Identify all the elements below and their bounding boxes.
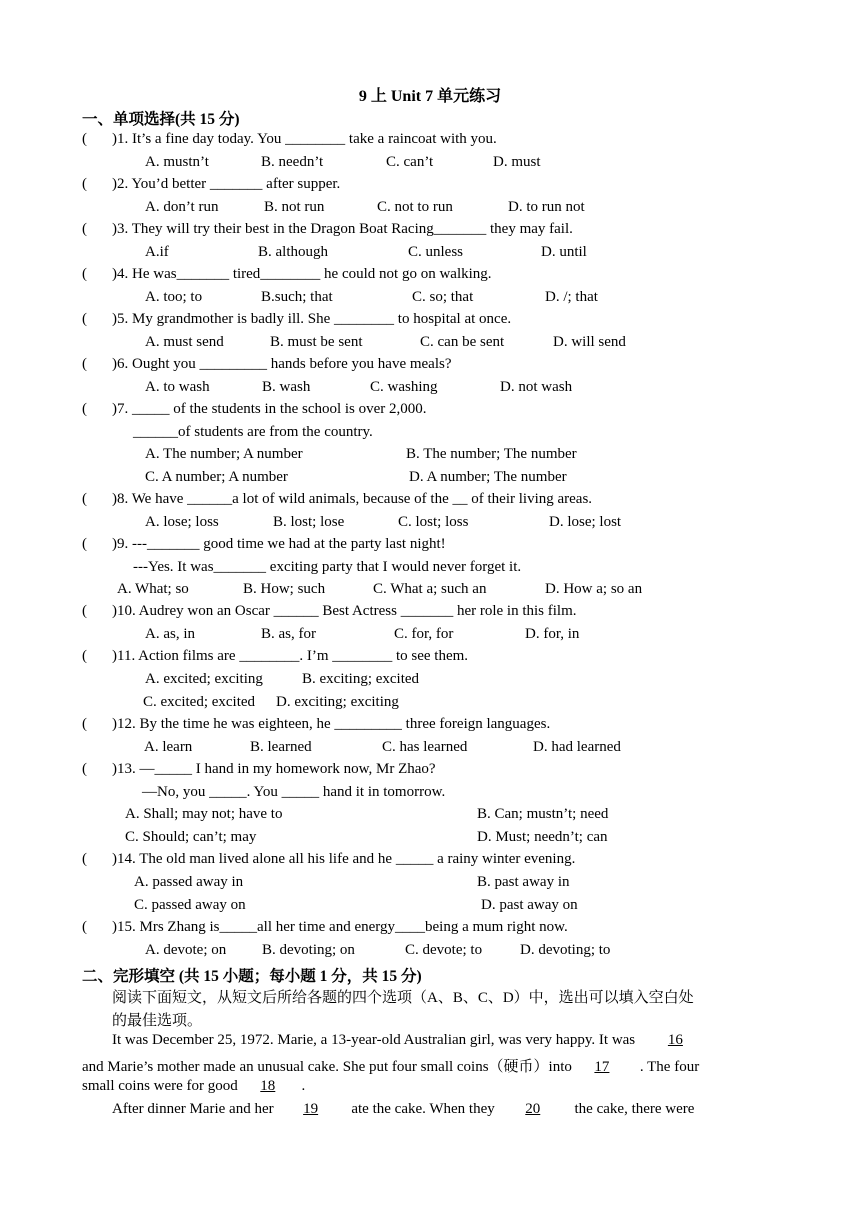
- option-d: D. lose; lost: [549, 514, 622, 530]
- answer-paren: (: [82, 491, 87, 507]
- option-a: A. to wash: [145, 379, 210, 395]
- option-d: D. A number; The number: [409, 469, 567, 485]
- question-3: [82, 221, 782, 243]
- answer-paren: (: [82, 851, 87, 867]
- passage-text: . The four: [639, 1059, 700, 1075]
- passage-text: and Marie’s mother made an unusual cake. She put four small coins（硬币）into: [82, 1059, 572, 1075]
- option-d: D. will send: [553, 334, 626, 350]
- passage-text: the cake, there were: [570, 1101, 695, 1117]
- question-stem: )10. Audrey won an Oscar ______ Best Actress _______ her role in this film.: [112, 603, 577, 619]
- option-b: B.such; that: [261, 289, 333, 305]
- option-b: B. How; such: [243, 581, 326, 597]
- option-c: C. excited; excited: [143, 694, 256, 710]
- answer-paren: (: [82, 401, 87, 417]
- passage-text: After dinner Marie and her: [112, 1101, 274, 1117]
- option-c: C. can’t: [386, 154, 434, 170]
- option-d: D. How a; so an: [545, 581, 643, 597]
- option-c: C. A number; A number: [145, 469, 288, 485]
- option-a: A. too; to: [145, 289, 203, 305]
- option-b: B. although: [258, 244, 328, 260]
- option-a: A. passed away in: [134, 874, 244, 890]
- option-c: C. has learned: [382, 739, 468, 755]
- question-stem: )11. Action films are ________. I’m ________ to see them.: [112, 648, 469, 664]
- option-a: A. mustn’t: [145, 154, 209, 170]
- option-a: A. must send: [145, 334, 224, 350]
- option-a: A. lose; loss: [145, 514, 219, 530]
- option-d: D. must: [493, 154, 541, 170]
- answer-paren: (: [82, 266, 87, 282]
- question-stem: )5. My grandmother is badly ill. She ________ to hospital at once.: [112, 311, 512, 327]
- question-stem: )13. —_____ I hand in my homework now, Mr Zhao?: [112, 761, 436, 777]
- instructions-line-1: 阅读下面短文，从短文后所给各题的四个选项（A、B、C、D）中，选出可以填入空白处: [112, 990, 694, 1006]
- option-d: D. exciting; exciting: [276, 694, 399, 710]
- passage-line-2: [82, 1055, 699, 1076]
- question-stem: )12. By the time he was eighteen, he _________ three foreign languages.: [112, 716, 551, 732]
- answer-paren: (: [82, 536, 87, 552]
- answer-paren: (: [82, 716, 87, 732]
- question-stem: )7. _____ of the students in the school is over 2,000.: [112, 401, 427, 417]
- answer-paren: (: [82, 311, 87, 327]
- option-c: C. so; that: [412, 289, 474, 305]
- section-1-heading: 一、单项选择(共 15 分): [82, 111, 240, 128]
- option-d: D. Must; needn’t; can: [477, 829, 608, 845]
- option-b: B. exciting; excited: [302, 671, 420, 687]
- question-stem: )2. You’d better _______ after supper.: [112, 176, 341, 192]
- blank-16: 16: [667, 1032, 683, 1048]
- answer-paren: (: [82, 648, 87, 664]
- passage-text: small coins were for good: [82, 1078, 238, 1094]
- question-4: [82, 266, 782, 288]
- blank-17: 17: [594, 1059, 610, 1075]
- question-5: [82, 311, 782, 333]
- option-c: C. can be sent: [420, 334, 505, 350]
- answer-paren: (: [82, 761, 87, 777]
- option-a: A. devote; on: [145, 942, 227, 958]
- option-d: D. /; that: [545, 289, 598, 305]
- blank-18: 18: [260, 1078, 276, 1094]
- page-title: 9 上 Unit 7 单元练习: [358, 88, 502, 105]
- section-2-heading: 二、完形填空 (共 15 小题；每小题 1 分，共 15 分): [82, 968, 422, 985]
- option-b: B. devoting; on: [262, 942, 355, 958]
- answer-paren: (: [82, 221, 87, 237]
- option-b: B. not run: [264, 199, 325, 215]
- option-d: D. had learned: [533, 739, 621, 755]
- answer-paren: (: [82, 919, 87, 935]
- option-b: B. needn’t: [261, 154, 324, 170]
- blank-19: 19: [303, 1101, 319, 1117]
- question-stem: )8. We have ______a lot of wild animals, because of the __ of their living areas.: [112, 491, 593, 507]
- option-c: C. for, for: [394, 626, 454, 642]
- passage-text: It was December 25, 1972. Marie, a 13-year-old Australian girl, was very happy. It was: [112, 1032, 639, 1048]
- question-stem: )1. It’s a fine day today. You ________ take a raincoat with you.: [112, 131, 497, 147]
- option-c: C. lost; loss: [398, 514, 469, 530]
- question-11: [82, 648, 782, 670]
- passage-text: .: [297, 1078, 306, 1094]
- option-b: B. past away in: [477, 874, 570, 890]
- question-stem: )3. They will try their best in the Dragon Boat Racing_______ they may fail.: [112, 221, 573, 237]
- option-a: A.if: [145, 244, 169, 260]
- question-15: [82, 919, 782, 941]
- question-8: [82, 491, 782, 513]
- question-stem: )15. Mrs Zhang is_____all her time and energy____being a mum right now.: [112, 919, 568, 935]
- option-c: C. unless: [408, 244, 464, 260]
- option-d: D. not wash: [500, 379, 573, 395]
- question-1: [82, 131, 782, 153]
- option-b: B. The number; The number: [406, 446, 577, 462]
- blank-20: 20: [525, 1101, 541, 1117]
- question-7: [82, 401, 782, 423]
- option-b: B. Can; mustn’t; need: [477, 806, 609, 822]
- instructions-line-2: 的最佳选项。: [112, 1013, 203, 1029]
- option-c: C. Should; can’t; may: [125, 829, 257, 845]
- option-d: D. to run not: [508, 199, 585, 215]
- answer-paren: (: [82, 176, 87, 192]
- option-b: B. lost; lose: [273, 514, 345, 530]
- question-stem-continued: ---Yes. It was_______ exciting party that I would never forget it.: [133, 559, 522, 575]
- option-a: A. don’t run: [145, 199, 219, 215]
- option-a: A. Shall; may not; have to: [125, 806, 283, 822]
- option-b: B. as, for: [261, 626, 316, 642]
- option-c: C. What a; such an: [373, 581, 487, 597]
- question-stem: )9. ---_______ good time we had at the party last night!: [112, 536, 446, 552]
- option-d: D. devoting; to: [520, 942, 611, 958]
- question-13: [82, 761, 782, 783]
- option-b: B. wash: [262, 379, 311, 395]
- option-d: D. past away on: [481, 897, 578, 913]
- passage-line-1: [112, 1032, 683, 1049]
- passage-text: ate the cake. When they: [347, 1101, 495, 1117]
- question-10: [82, 603, 782, 625]
- question-stem: )4. He was_______ tired________ he could not go on walking.: [112, 266, 492, 282]
- answer-paren: (: [82, 603, 87, 619]
- question-6: [82, 356, 782, 378]
- option-c: C. devote; to: [405, 942, 483, 958]
- option-c: C. passed away on: [134, 897, 246, 913]
- question-2: [82, 176, 782, 198]
- passage-line-4: [112, 1101, 694, 1118]
- question-stem: )6. Ought you _________ hands before you have meals?: [112, 356, 452, 372]
- option-a: A. learn: [144, 739, 193, 755]
- passage-line-3: [82, 1078, 305, 1095]
- option-d: D. for, in: [525, 626, 580, 642]
- answer-paren: (: [82, 356, 87, 372]
- question-12: [82, 716, 782, 738]
- question-9: [82, 536, 782, 558]
- option-c: C. washing: [370, 379, 438, 395]
- answer-paren: (: [82, 131, 87, 147]
- question-14: [82, 851, 782, 873]
- question-stem-continued: ______of students are from the country.: [133, 424, 373, 440]
- question-stem: )14. The old man lived alone all his life and he _____ a rainy winter evening.: [112, 851, 576, 867]
- question-stem-continued: —No, you _____. You _____ hand it in tomorrow.: [142, 784, 446, 800]
- option-c: C. not to run: [377, 199, 453, 215]
- option-d: D. until: [541, 244, 587, 260]
- option-a: A. The number; A number: [145, 446, 303, 462]
- option-a: A. excited; exciting: [145, 671, 263, 687]
- option-b: B. must be sent: [270, 334, 363, 350]
- option-a: A. as, in: [145, 626, 195, 642]
- option-a: A. What; so: [117, 581, 189, 597]
- option-b: B. learned: [250, 739, 312, 755]
